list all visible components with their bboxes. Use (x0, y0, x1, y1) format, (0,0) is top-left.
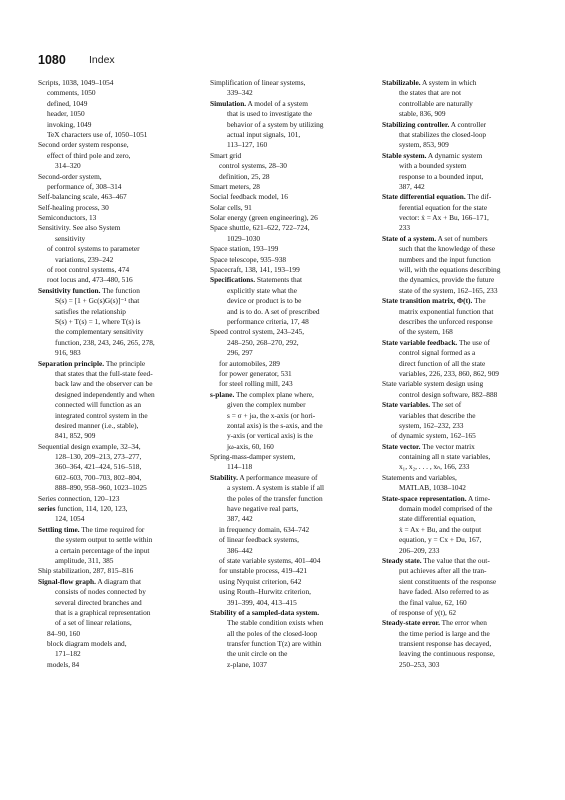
index-entry-line: satisfies the relationship (55, 306, 126, 316)
index-entry-line: control signal formed as a (399, 348, 476, 358)
index-entry-line: numbers and the input function (399, 254, 491, 264)
index-entry-line: State-space representation. A time- (382, 493, 491, 503)
index-entry-line: 841, 852, 909 (55, 431, 96, 441)
index-entry-line: matrix exponential function that (399, 306, 494, 316)
index-entry-line: using Routh–Hurwitz criterion, (219, 587, 311, 597)
index-entry-line: explicitly state what the (227, 285, 297, 295)
index-entry-line: 391–399, 404, 413–415 (227, 597, 297, 607)
index-term: Specifications. (210, 275, 256, 285)
index-entry-line: given the complex number (227, 400, 306, 410)
index-entry-line: function, 238, 243, 246, 265, 278, (55, 337, 155, 347)
index-entry-line: integrated control system in the (55, 410, 148, 420)
index-term: Separation principle. (38, 358, 105, 368)
index-entry-line: control systems, 28–30 (219, 161, 287, 171)
index-column-1 (38, 78, 198, 670)
page-header (38, 53, 538, 69)
index-term: series (38, 504, 56, 514)
index-entry-line: variables, 226, 233, 860, 862, 909 (399, 368, 499, 378)
index-entry-line: effect of third pole and zero, (47, 150, 131, 160)
index-entry-line: of dynamic system, 162–165 (391, 431, 476, 441)
index-entry-line: defined, 1049 (47, 98, 88, 108)
index-entry-line: of response of y(t), 62 (391, 607, 457, 617)
index-entry-line: the states that are not (399, 88, 461, 98)
index-entry-line: of linear feedback systems, (219, 535, 299, 545)
index-entry-line: Spacecraft, 138, 141, 193–199 (210, 265, 300, 275)
index-entry-line: such that the knowledge of these (399, 244, 496, 254)
index-entry-line: State vector. The vector matrix (382, 441, 475, 451)
index-entry-line: 113–127, 160 (227, 140, 268, 150)
index-entry-line: the poles of the transfer function (227, 493, 323, 503)
index-entry-line: Second order system response, (38, 140, 129, 150)
index-entry-line: 360–364, 421–424, 516–518, (55, 462, 142, 472)
index-entry-line: system, 162–232, 233 (399, 420, 464, 430)
index-entry-line: comments, 1050 (47, 88, 96, 98)
index-entry-line: S(s) + T(s) = 1, where T(s) is (55, 316, 141, 326)
index-entry-line: ẋ = Ax + Bu, and the output (399, 524, 482, 534)
index-entry-line: 386–442 (227, 545, 253, 555)
index-entry-line: of root control systems, 474 (47, 265, 130, 275)
index-entry-line: system, 853, 909 (399, 140, 449, 150)
index-entry-line: containing all n state variables, (399, 452, 491, 462)
index-entry-line: behavior of a system by utilizing (227, 119, 324, 129)
index-entry-line: put achieves after all the tran- (399, 566, 487, 576)
index-entry-line: a system. A system is stable if all (227, 483, 325, 493)
index-entry-line: amplitude, 311, 385 (55, 555, 114, 565)
index-entry-line: 114–118 (227, 462, 253, 472)
index-entry-line: sensitivity (55, 233, 86, 243)
index-entry-line: Settling time. The time required for (38, 524, 145, 534)
index-entry-line: Space shuttle, 621–622, 722–724, (210, 223, 310, 233)
index-entry-line: models, 84 (47, 659, 80, 669)
index-entry-line: Second-order system, (38, 171, 102, 181)
page-title: Index (89, 54, 115, 66)
index-entry-line: Simplification of linear systems, (210, 78, 306, 87)
index-entry-line: 339–342 (227, 88, 253, 98)
index-entry-line: Space telescope, 935–938 (210, 254, 287, 264)
index-entry-line: a certain percentage of the input (55, 545, 150, 555)
index-entry-line: Steady-state error. The error when (382, 618, 487, 628)
index-entry-line: TeX characters use of, 1050–1051 (47, 129, 148, 139)
index-term: Signal-flow graph. (38, 576, 96, 586)
index-entry-line: Self-balancing scale, 463–467 (38, 192, 127, 202)
index-entry-line: State variable system design using (382, 379, 484, 389)
index-term: s-plane. (210, 389, 235, 399)
index-entry-line: Stabilizing controller. A controller (382, 119, 487, 129)
index-entry-line: S(s) = [1 + Gc(s)G(s)]⁻¹ that (55, 296, 140, 306)
index-term: Stable system. (382, 150, 427, 160)
index-entry-line: series function, 114, 120, 123, (38, 504, 128, 514)
index-entry-line: the final value, 62, 160 (399, 597, 467, 607)
index-entry-line: of control systems to parameter (47, 244, 140, 254)
index-entry-line: x₁, x₂, . . . , xₙ, 166, 233 (399, 462, 470, 472)
index-entry-line: Solar cells, 91 (210, 202, 252, 212)
index-entry-line: Steady state. The value that the out- (382, 555, 490, 565)
index-entry-line: designed independently and when (55, 389, 155, 399)
index-entry-line: Smart grid (210, 150, 242, 160)
index-entry-line: for unstable process, 419–421 (219, 566, 308, 576)
index-entry-line: all the poles of the closed-loop (227, 628, 318, 638)
index-entry-line: zontal axis) is the s-axis, and the (227, 420, 323, 430)
index-entry-line: have negative real parts, (227, 504, 299, 514)
index-entry-line: the time period is large and the (399, 628, 490, 638)
index-entry-line: State of a system. A set of numbers (382, 233, 488, 243)
index-entry-line: equation, y = Cx + Du, 167, (399, 535, 482, 545)
page-number: 1080 (38, 53, 66, 67)
index-entry-line: performance of, 308–314 (47, 181, 122, 191)
index-entry-line: 248–250, 268–270, 292, (227, 337, 299, 347)
index-term: Stability of a sampled-data system. (210, 607, 320, 617)
index-entry-line: 602–603, 700–703, 802–804, (55, 472, 142, 482)
index-entry-line: 387, 442 (227, 514, 253, 524)
index-entry-line: for automobiles, 289 (219, 358, 280, 368)
index-entry-line: block diagram models and, (47, 639, 127, 649)
index-entry-line: performance criteria, 17, 48 (227, 316, 309, 326)
index-entry-line: 206–209, 233 (399, 545, 440, 555)
index-entry-line: 84–90, 160 (47, 628, 81, 638)
index-entry-line: Statements and variables, (382, 472, 457, 482)
index-entry-line: Social feedback model, 16 (210, 192, 288, 202)
index-entry-line: State transition matrix, Φ(t). The (382, 296, 486, 306)
index-entry-line: Sequential design example, 32–34, (38, 441, 141, 451)
index-entry-line: header, 1050 (47, 109, 85, 119)
index-entry-line: of a set of linear relations, (55, 618, 132, 628)
index-entry-line: Ship stabilization, 287, 815–816 (38, 566, 134, 576)
index-entry-line: actual input signals, 101, (227, 129, 301, 139)
index-entry-line: variations, 239–242 (55, 254, 114, 264)
index-entry-line: state differential equation, (399, 514, 476, 524)
index-term: State differential equation. (382, 192, 466, 202)
index-entry-line: Stability. A performance measure of (210, 472, 318, 482)
index-entry-line: of state variable systems, 401–404 (219, 555, 321, 565)
index-entry-line: the system output to settle within (55, 535, 153, 545)
index-entry-line: Scripts, 1038, 1049–1054 (38, 78, 114, 87)
index-entry-line: desired manner (i.e., stable), (55, 420, 139, 430)
index-entry-line: z-plane, 1037 (227, 659, 267, 669)
index-entry-line: using Nyquist criterion, 642 (219, 576, 302, 586)
index-entry-line: Speed control system, 243–245, (210, 327, 305, 337)
index-entry-line: sient constituents of the response (399, 576, 497, 586)
index-entry-line: have faded. Also referred to as (399, 587, 489, 597)
index-entry-line: control design software, 882–888 (399, 389, 498, 399)
index-entry-line: variables that describe the (399, 410, 476, 420)
index-entry-line: for steel rolling mill, 243 (219, 379, 293, 389)
index-entry-line: 916, 983 (55, 348, 81, 358)
index-entry-line: Simulation. A model of a system (210, 98, 308, 108)
index-term: Steady state. (382, 555, 422, 565)
index-entry-line: root locus and, 473–480, 516 (47, 275, 133, 285)
index-entry-line: 888–890, 958–960, 1023–1025 (55, 483, 147, 493)
index-entry-line: stable, 836, 909 (399, 109, 446, 119)
index-entry-line (210, 608, 370, 618)
index-entry-line: with a bounded system (399, 161, 467, 171)
index-entry-line: the dynamics, provide the future (399, 275, 495, 285)
index-term: Stabilizing controller. (382, 119, 450, 129)
index-entry-line: Space station, 193–199 (210, 244, 279, 254)
index-term: State variable feedback. (382, 337, 458, 347)
index-entry-line: The stable condition exists when (227, 618, 324, 628)
index-entry-line: Stable system. A dynamic system (382, 150, 483, 160)
index-term: State vector. (382, 441, 421, 451)
index-entry-line: that is a graphical representation (55, 607, 151, 617)
index-entry-line: of the system, 168 (399, 327, 453, 337)
index-entry-line: Solar energy (green engineering), 26 (210, 213, 318, 223)
index-entry-line: that is used to investigate the (227, 109, 313, 119)
index-entry-line: Smart meters, 28 (210, 181, 260, 191)
index-entry-line: 128–130, 209–213, 273–277, (55, 452, 142, 462)
index-entry-line: Signal-flow graph. A diagram that (38, 576, 142, 586)
index-entry-line: y-axis (or vertical axis) is the (227, 431, 313, 441)
index-entry-line: that states that the full-state feed- (55, 368, 153, 378)
index-entry-line: Sensitivity. See also System (38, 223, 121, 233)
index-entry-line: the complementary sensitivity (55, 327, 144, 337)
index-entry-line: 314–320 (55, 161, 81, 171)
index-entry-line: device or product is to be (227, 296, 302, 306)
index-entry-line: Specifications. Statements that (210, 275, 303, 285)
index-entry-line: 233 (399, 223, 411, 233)
index-entry-line: ferential equation for the state (399, 202, 488, 212)
index-entry-line: describes the unforced response (399, 316, 493, 326)
index-column-2 (210, 78, 370, 670)
index-entry-line: vector: ẋ = Ax + Bu, 166–171, (399, 213, 489, 223)
index-term: State of a system. (382, 233, 437, 243)
index-entry-line: response to a bounded input, (399, 171, 484, 181)
index-entry-line: back law and the observer can be (55, 379, 153, 389)
index-term: Steady-state error. (382, 618, 440, 628)
index-entry-line: for power generator, 531 (219, 368, 292, 378)
index-entry-line: 171–182 (55, 649, 81, 659)
index-entry-line: that stabilizes the closed-loop (399, 129, 487, 139)
index-entry-line: MATLAB, 1038–1042 (399, 483, 466, 493)
index-term: State transition matrix, Φ(t). (382, 296, 473, 306)
index-term: Stabilizable. (382, 78, 421, 87)
index-entry-line: definition, 25, 28 (219, 171, 270, 181)
index-term: Settling time. (38, 524, 80, 534)
index-term: Stability. (210, 472, 238, 482)
index-entry-line: and is to do. A set of prescribed (227, 306, 320, 316)
index-entry-line: State variables. The set of (382, 400, 462, 410)
index-entry-line: Sensitivity function. The function (38, 285, 140, 295)
index-entry-line: 296, 297 (227, 348, 253, 358)
index-term: State variables. (382, 400, 431, 410)
index-entry-line: connected will function as an (55, 400, 142, 410)
index-column-3 (382, 78, 542, 670)
index-entry-line: 250–253, 303 (399, 659, 440, 669)
index-entry-line: state of the system, 162–165, 233 (399, 285, 498, 295)
index-entry-line: State variable feedback. The use of (382, 337, 490, 347)
index-entry-line: consists of nodes connected by (55, 587, 146, 597)
index-entry-line: 1029–1030 (227, 233, 261, 243)
index-entry-line: jω-axis, 60, 160 (227, 441, 274, 451)
index-entry-line: several directed branches and (55, 597, 142, 607)
index-entry-line: domain model comprised of the (399, 504, 493, 514)
index-entry-line: Series connection, 120–123 (38, 493, 120, 503)
index-entry-line: controllable are naturally (399, 98, 473, 108)
index-term: State-space representation. (382, 493, 467, 503)
index-entry-line: will, with the equations describing (399, 265, 501, 275)
index-entry-line: Self-healing process, 30 (38, 202, 109, 212)
index-entry-line: direct function of all the state (399, 358, 486, 368)
index-entry-line: Spring-mass-damper system, (210, 452, 296, 462)
index-entry-line: leaving the continuous response, (399, 649, 495, 659)
index-entry-line: transient response has decayed, (399, 639, 492, 649)
index-entry-line: in frequency domain, 634–742 (219, 524, 310, 534)
index-entry-line: transfer function T(z) are within (227, 639, 322, 649)
index-entry-line: s-plane. The complex plane where, (210, 389, 314, 399)
index-entry-line: the unit circle on the (227, 649, 288, 659)
index-entry-line: 387, 442 (399, 181, 425, 191)
index-entry-line: Stabilizable. A system in which (382, 78, 477, 87)
index-term: Sensitivity function. (38, 285, 101, 295)
index-entry-line: invoking, 1049 (47, 119, 92, 129)
index-entry-line: Semiconductors, 13 (38, 213, 97, 223)
index-entry-line: State differential equation. The dif- (382, 192, 492, 202)
index-term: Simulation. (210, 98, 247, 108)
index-entry-line: Separation principle. The principle (38, 358, 146, 368)
index-entry-line: 124, 1054 (55, 514, 85, 524)
index-entry-line: s = σ + jω, the x-axis (or hori- (227, 410, 316, 420)
